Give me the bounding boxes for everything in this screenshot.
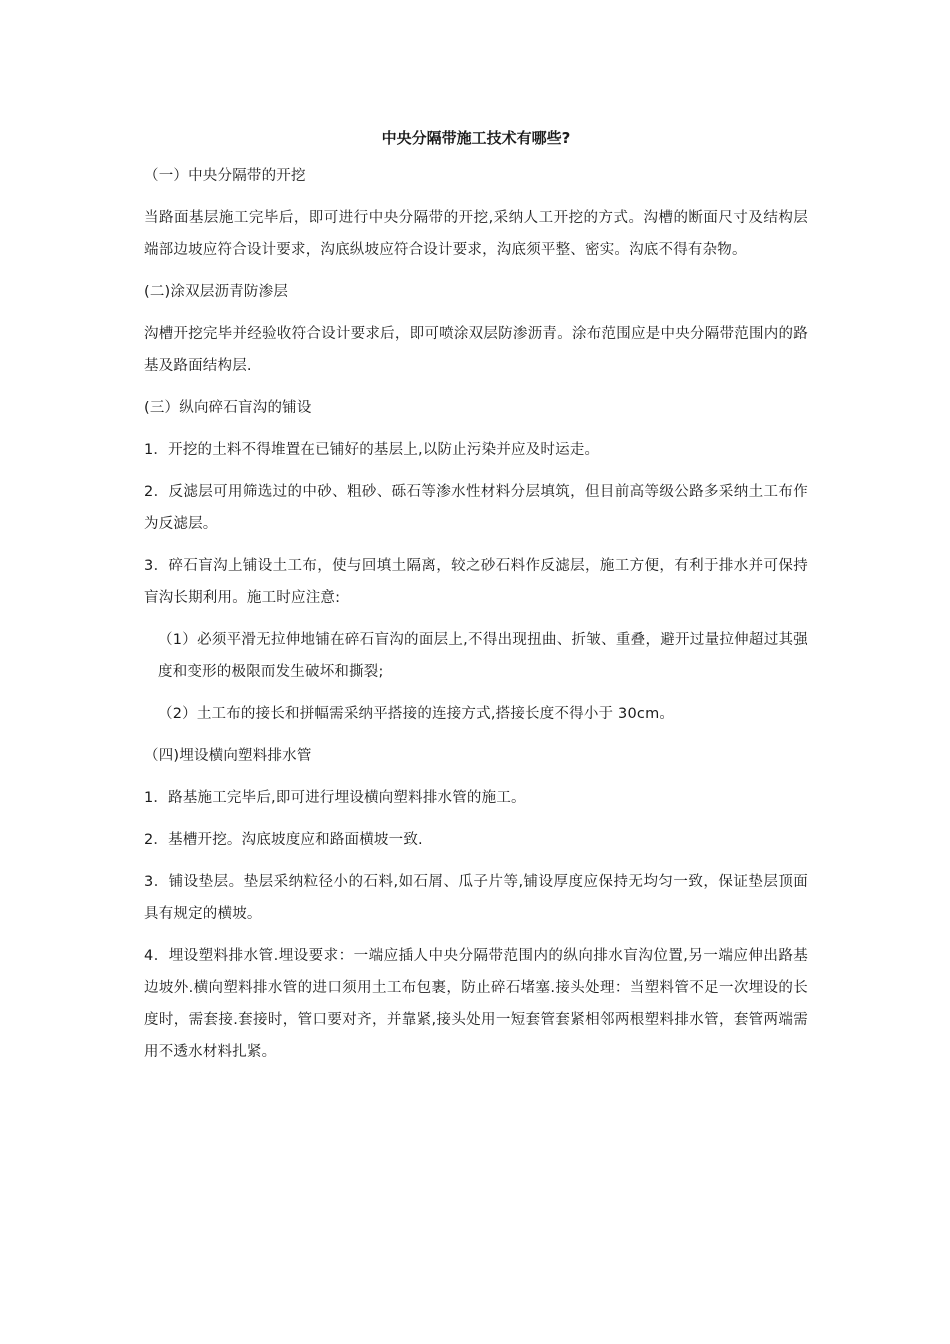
paragraph: （一）中央分隔带的开挖 bbox=[144, 168, 306, 184]
paragraph: （1）必须平滑无拉伸地铺在碎石盲沟的面层上,不得出现扭曲、折皱、重叠，避开过量拉伸超过其强度和变形的极限而发生破坏和撕裂; bbox=[158, 632, 808, 680]
paragraph: （2）土工布的接长和拼幅需采纳平搭接的连接方式,搭接长度不得小于 30cm。 bbox=[158, 706, 675, 722]
paragraph: (二)涂双层沥青防渗层 bbox=[144, 284, 289, 300]
paragraph: 沟槽开挖完毕并经验收符合设计要求后，即可喷涂双层防渗沥青。涂布范围应是中央分隔带范围内的路基及路面结构层. bbox=[144, 326, 808, 374]
document-title: 中央分隔带施工技术有哪些? bbox=[381, 129, 571, 147]
document-page bbox=[144, 126, 808, 1078]
paragraph: 3．铺设垫层。垫层采纳粒径小的石料,如石屑、瓜子片等,铺设厚度应保持无均匀一致，保证垫层顶面具有规定的横坡。 bbox=[144, 874, 808, 922]
paragraph: (三）纵向碎石盲沟的铺设 bbox=[144, 400, 312, 416]
paragraph: 1．路基施工完毕后,即可进行埋设横向塑料排水管的施工。 bbox=[144, 790, 526, 806]
paragraph: 3．碎石盲沟上铺设土工布，使与回填土隔离，较之砂石料作反滤层，施工方便，有利于排水并可保持盲沟长期利用。施工时应注意: bbox=[144, 558, 808, 606]
paragraph: 4．埋设塑料排水管.埋设要求：一端应插人中央分隔带范围内的纵向排水盲沟位置,另一端应伸出路基边坡外.横向塑料排水管的进口须用土工布包裹，防止碎石堵塞.接头处理：当塑料管不足一次埋设的长度时，需套接.套接时，管口要对齐，并靠紧,接头处用一短套管套紧相邻两根塑料排水管，套管两端需用不透水材料扎紧。 bbox=[144, 948, 808, 1060]
paragraph: 2．反滤层可用筛选过的中砂、粗砂、砾石等渗水性材料分层填筑，但目前高等级公路多采纳土工布作为反滤层。 bbox=[144, 484, 808, 532]
paragraph: 2．基槽开挖。沟底坡度应和路面横坡一致. bbox=[144, 832, 423, 848]
paragraph: 当路面基层施工完毕后，即可进行中央分隔带的开挖,采纳人工开挖的方式。沟槽的断面尺寸及结构层端部边坡应符合设计要求，沟底纵坡应符合设计要求，沟底须平整、密实。沟底不得有杂物。 bbox=[144, 210, 808, 258]
paragraph: 1．开挖的土料不得堆置在已铺好的基层上,以防止污染并应及时运走。 bbox=[144, 442, 600, 458]
document-body bbox=[144, 160, 808, 1068]
paragraph: （四)埋设横向塑料排水管 bbox=[144, 748, 312, 764]
